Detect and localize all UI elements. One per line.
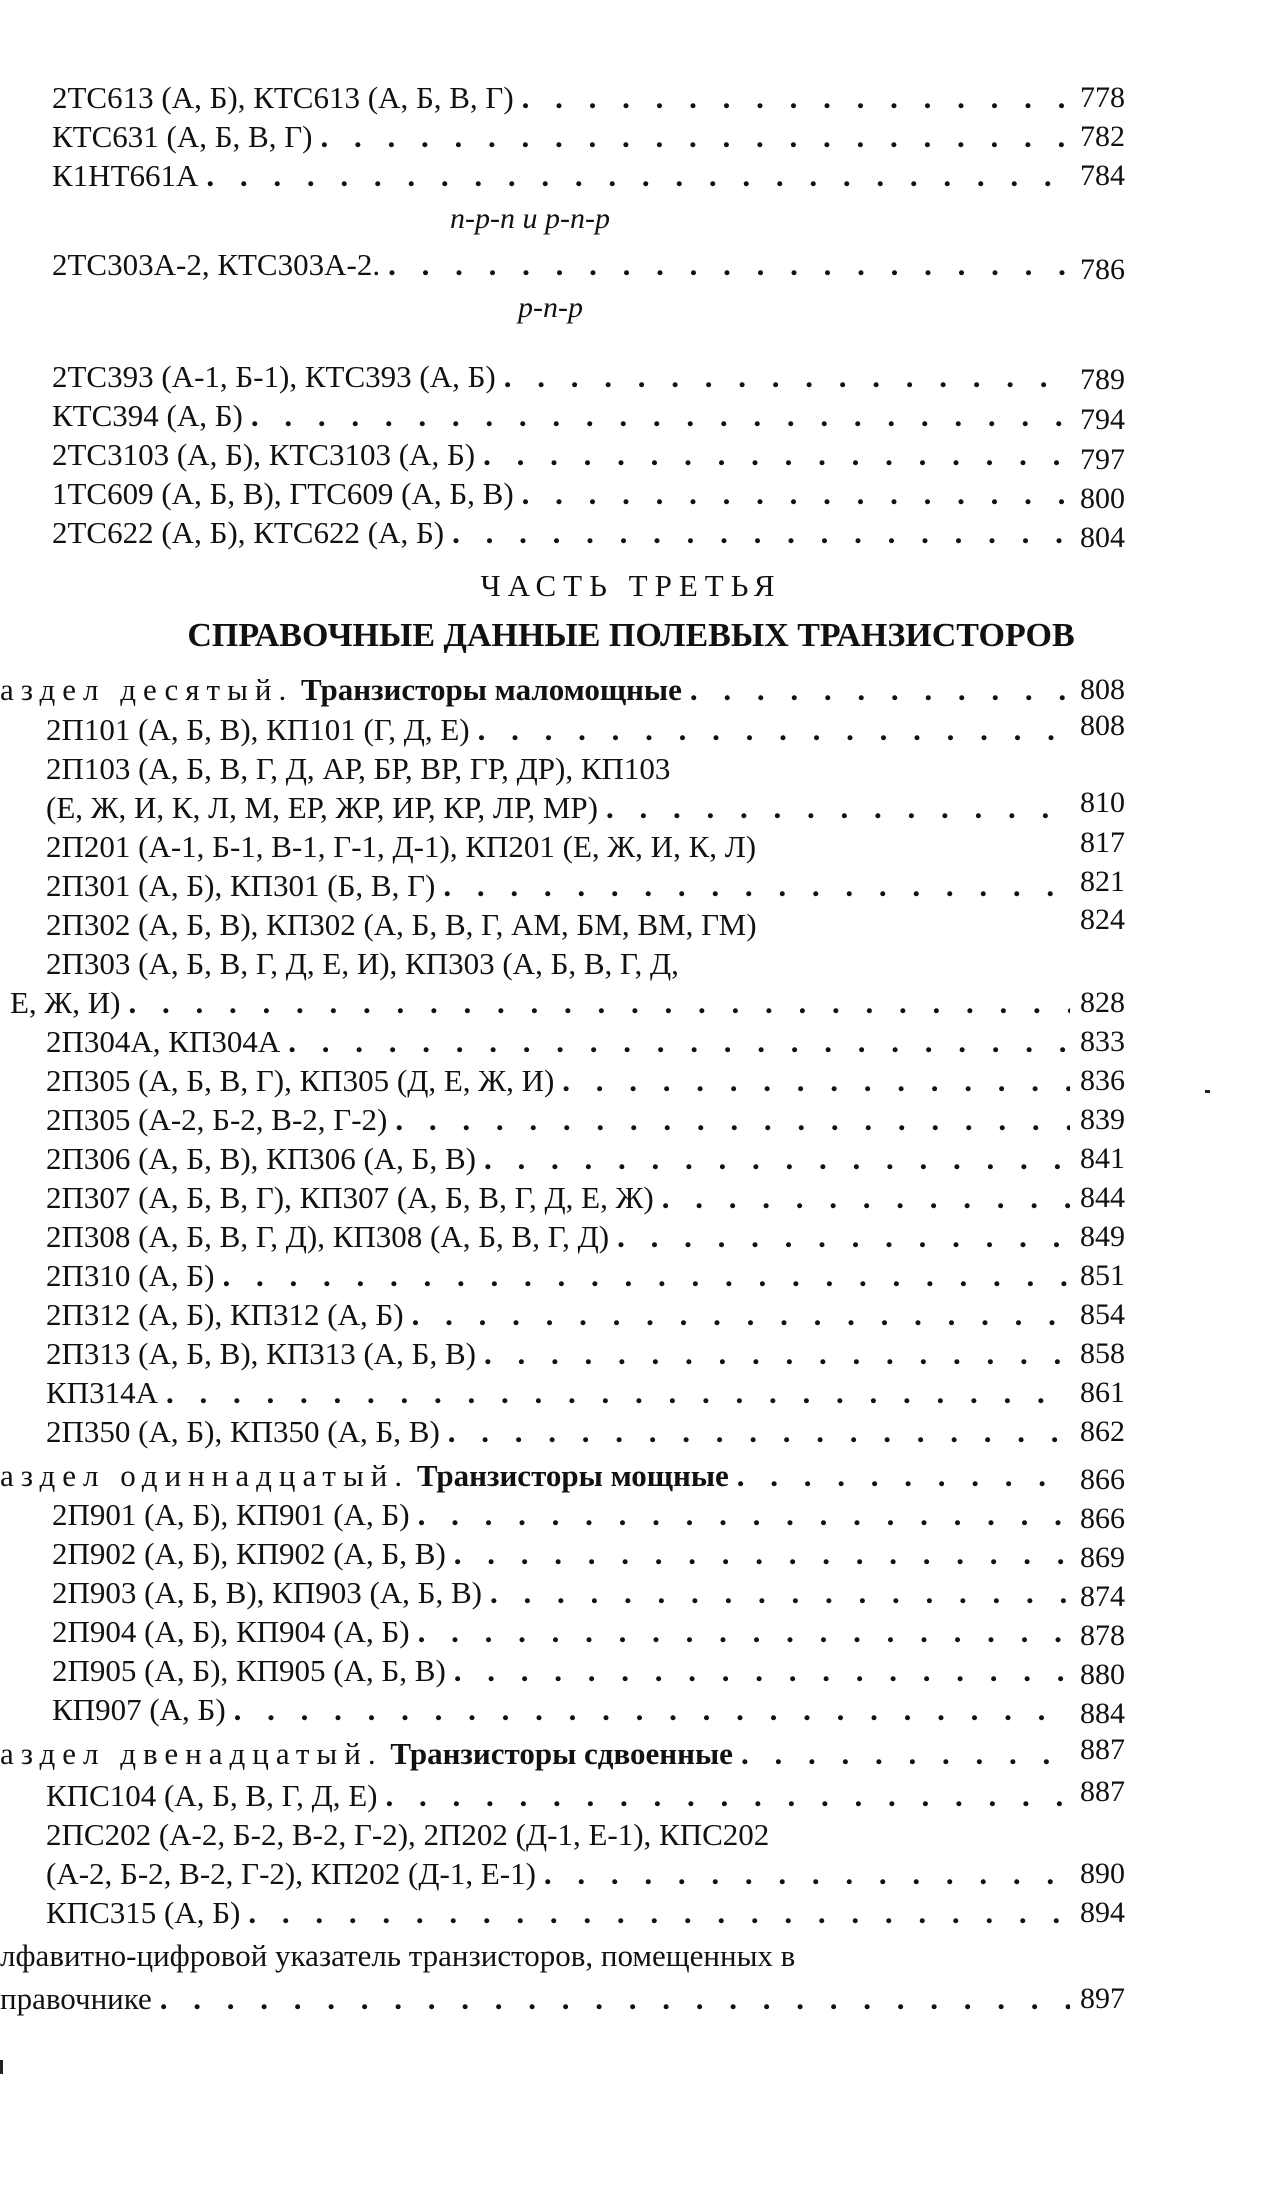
entry-text: 2П312 (А, Б), КП312 (А, Б): [46, 1297, 404, 1332]
subheading-npn-pnp: n-p-n и p-n-p: [450, 202, 610, 235]
entry-page: 810: [1080, 786, 1125, 819]
entry-page: 862: [1080, 1415, 1125, 1448]
entry-page: 797: [1080, 443, 1125, 476]
entry-page: 897: [1080, 1982, 1125, 2015]
entry-page: 782: [1080, 120, 1125, 153]
section-page: 808: [1080, 673, 1125, 706]
entry-text: 2П302 (А, Б, В), КП302 (А, Б, В, Г, АМ, БМ, ВМ, ГМ): [46, 907, 757, 942]
entry-page: 778: [1080, 81, 1125, 114]
toc-entry: [46, 788, 1070, 828]
index-entry-text-cont: правочнике: [0, 1981, 152, 2016]
toc-entry: [46, 1295, 1070, 1335]
entry-page: 800: [1080, 482, 1125, 515]
entry-page: 869: [1080, 1541, 1125, 1574]
toc-entry: [52, 396, 1070, 436]
entry-page: 839: [1080, 1103, 1125, 1136]
entry-page: 828: [1080, 986, 1125, 1019]
section-heading: [0, 1734, 1070, 1774]
entry-page: 866: [1080, 1502, 1125, 1535]
entry-page: 786: [1080, 253, 1125, 286]
toc-entry: [52, 78, 1070, 118]
section-page: 866: [1080, 1463, 1125, 1496]
entry-text: 2ТС3103 (А, Б), КТС3103 (А, Б): [52, 437, 476, 472]
entry-page: 833: [1080, 1025, 1125, 1058]
entry-text: 2П901 (А, Б), КП901 (А, Б): [52, 1497, 410, 1532]
entry-text: 2П101 (А, Б, В), КП101 (Г, Д, Е): [46, 712, 470, 747]
entry-text: 2П301 (А, Б), КП301 (Б, В, Г): [46, 868, 436, 903]
entry-text: 2ТС303А-2, КТС303А-2.: [52, 247, 381, 282]
entry-text: 2П904 (А, Б), КП904 (А, Б): [52, 1614, 410, 1649]
entry-page: 804: [1080, 521, 1125, 554]
entry-page: 874: [1080, 1580, 1125, 1613]
toc-entry: [46, 1139, 1070, 1179]
entry-page: 821: [1080, 865, 1125, 898]
index-entry-text: лфавитно-цифровой указатель транзисторов, помещенных в: [0, 1938, 796, 1973]
entry-page: 784: [1080, 159, 1125, 192]
entry-text-cont: (Е, Ж, И, К, Л, М, ЕР, ЖР, ИР, КР, ЛР, МР): [46, 790, 598, 825]
toc-entry: [46, 1100, 1070, 1140]
toc-entry: [52, 156, 1070, 196]
entry-page: 808: [1080, 709, 1125, 742]
section-label: аздел одиннадцатый.: [0, 1458, 410, 1493]
entry-page: 861: [1080, 1376, 1125, 1409]
toc-entry: [52, 1651, 1070, 1691]
entry-text: 2ТС622 (А, Б), КТС622 (А, Б): [52, 515, 445, 550]
entry-text: 2П306 (А, Б, В), КП306 (А, Б, В): [46, 1141, 476, 1176]
entry-page: 789: [1080, 363, 1125, 396]
entry-text: КП907 (А, Б): [52, 1692, 226, 1727]
entry-page: 878: [1080, 1619, 1125, 1652]
entry-text: 2П304А, КП304А: [46, 1024, 281, 1059]
entry-page: 836: [1080, 1064, 1125, 1097]
entry-text: 2П305 (А, Б, В, Г), КП305 (Д, Е, Ж, И): [46, 1063, 555, 1098]
entry-page: 849: [1080, 1220, 1125, 1253]
toc-entry: [52, 117, 1070, 157]
toc-entry: [52, 1612, 1070, 1652]
scan-speck: [0, 2060, 3, 2074]
toc-entry: [0, 1979, 1070, 2019]
section-title: Транзисторы мощные: [416, 1458, 729, 1493]
toc-entry: [10, 983, 1070, 1023]
entry-page: 817: [1080, 826, 1125, 859]
entry-text: 2ПС202 (А-2, Б-2, В-2, Г-2), 2П202 (Д-1, Е-1), КПС202: [46, 1817, 770, 1852]
part-title: ЧАСТЬ ТРЕТЬЯ: [480, 568, 782, 603]
scan-speck: [1205, 1090, 1210, 1093]
entry-text: 2П903 (А, Б, В), КП903 (А, Б, В): [52, 1575, 482, 1610]
toc-entry: [46, 1061, 1070, 1101]
toc-entry: [46, 827, 1070, 867]
toc-entry: [46, 1022, 1070, 1062]
entry-text: КПС315 (А, Б): [46, 1895, 241, 1930]
section-heading: [0, 1456, 1070, 1496]
entry-text: 1ТС609 (А, Б, В), ГТС609 (А, Б, В): [52, 476, 514, 511]
toc-entry: [52, 513, 1070, 553]
entry-text: 2П902 (А, Б), КП902 (А, Б, В): [52, 1536, 446, 1571]
entry-page: 854: [1080, 1298, 1125, 1331]
entry-page: 890: [1080, 1857, 1125, 1890]
section-title: Транзисторы маломощные: [300, 672, 682, 707]
section-title: Транзисторы сдвоенные: [390, 1736, 733, 1771]
entry-page: 858: [1080, 1337, 1125, 1370]
toc-entry: [52, 1573, 1070, 1613]
toc-entry: [52, 1495, 1070, 1535]
entry-text: КТС631 (А, Б, В, Г): [52, 119, 313, 154]
entry-page: 841: [1080, 1142, 1125, 1175]
entry-page: 894: [1080, 1896, 1125, 1929]
toc-entry: [52, 357, 1070, 397]
entry-text: К1НТ661А: [52, 158, 199, 193]
entry-text: 2П303 (А, Б, В, Г, Д, Е, И), КП303 (А, Б, В, Г, Д,: [46, 946, 679, 981]
toc-entry: [46, 1334, 1070, 1374]
subheading-pnp: p-n-p: [518, 291, 583, 324]
entry-text-cont: Е, Ж, И): [10, 985, 121, 1020]
entry-text: 2П103 (А, Б, В, Г, Д, АР, БР, ВР, ГР, ДР), КП103: [46, 751, 671, 786]
toc-entry: [52, 435, 1070, 475]
entry-page: 851: [1080, 1259, 1125, 1292]
toc-entry: [46, 1178, 1070, 1218]
section-page: 887: [1080, 1733, 1125, 1766]
toc-entry: [46, 710, 1070, 750]
entry-page: 794: [1080, 403, 1125, 436]
entry-text: КПС104 (А, Б, В, Г, Д, Е): [46, 1778, 378, 1813]
toc-entry: [46, 1217, 1070, 1257]
toc-entry: [46, 1893, 1070, 1933]
entry-page: 824: [1080, 903, 1125, 936]
entry-text: 2ТС613 (А, Б), КТС613 (А, Б, В, Г): [52, 80, 514, 115]
toc-entry: [46, 905, 1070, 945]
entry-text: КП314А: [46, 1375, 158, 1410]
entry-text: 2П305 (А-2, Б-2, В-2, Г-2): [46, 1102, 388, 1137]
entry-text: 2П201 (А-1, Б-1, В-1, Г-1, Д-1), КП201 (Е, Ж, И, К, Л): [46, 829, 757, 864]
entry-text: КТС394 (А, Б): [52, 398, 243, 433]
entry-page: 884: [1080, 1697, 1125, 1730]
entry-text: 2П350 (А, Б), КП350 (А, Б, В): [46, 1414, 440, 1449]
entry-text: 2П313 (А, Б, В), КП313 (А, Б, В): [46, 1336, 476, 1371]
toc-entry: [46, 1776, 1070, 1816]
entry-text-cont: (А-2, Б-2, В-2, Г-2), КП202 (Д-1, Е-1): [46, 1856, 536, 1891]
entry-text: 2П307 (А, Б, В, Г), КП307 (А, Б, В, Г, Д, Е, Ж): [46, 1180, 654, 1215]
toc-entry: [46, 1373, 1070, 1413]
section-heading: [0, 670, 1070, 710]
toc-entry: [52, 1690, 1070, 1730]
entry-text: 2П905 (А, Б), КП905 (А, Б, В): [52, 1653, 446, 1688]
toc-entry: [46, 866, 1070, 906]
toc-entry: [46, 1256, 1070, 1296]
entry-text: 2П308 (А, Б, В, Г, Д), КП308 (А, Б, В, Г, Д): [46, 1219, 610, 1254]
toc-entry: [52, 245, 1070, 285]
section-label: аздел двенадцатый.: [0, 1736, 383, 1771]
section-label: аздел десятый.: [0, 672, 294, 707]
entry-text: 2ТС393 (А-1, Б-1), КТС393 (А, Б): [52, 359, 496, 394]
toc-entry: [52, 1534, 1070, 1574]
entry-page: 844: [1080, 1181, 1125, 1214]
toc-entry: [46, 1412, 1070, 1452]
entry-page: 887: [1080, 1775, 1125, 1808]
entry-text: 2П310 (А, Б): [46, 1258, 215, 1293]
entry-page: 880: [1080, 1658, 1125, 1691]
toc-entry: [46, 1854, 1070, 1894]
part-subtitle: СПРАВОЧНЫЕ ДАННЫЕ ПОЛЕВЫХ ТРАНЗИСТОРОВ: [187, 617, 1075, 654]
toc-entry: [52, 474, 1070, 514]
